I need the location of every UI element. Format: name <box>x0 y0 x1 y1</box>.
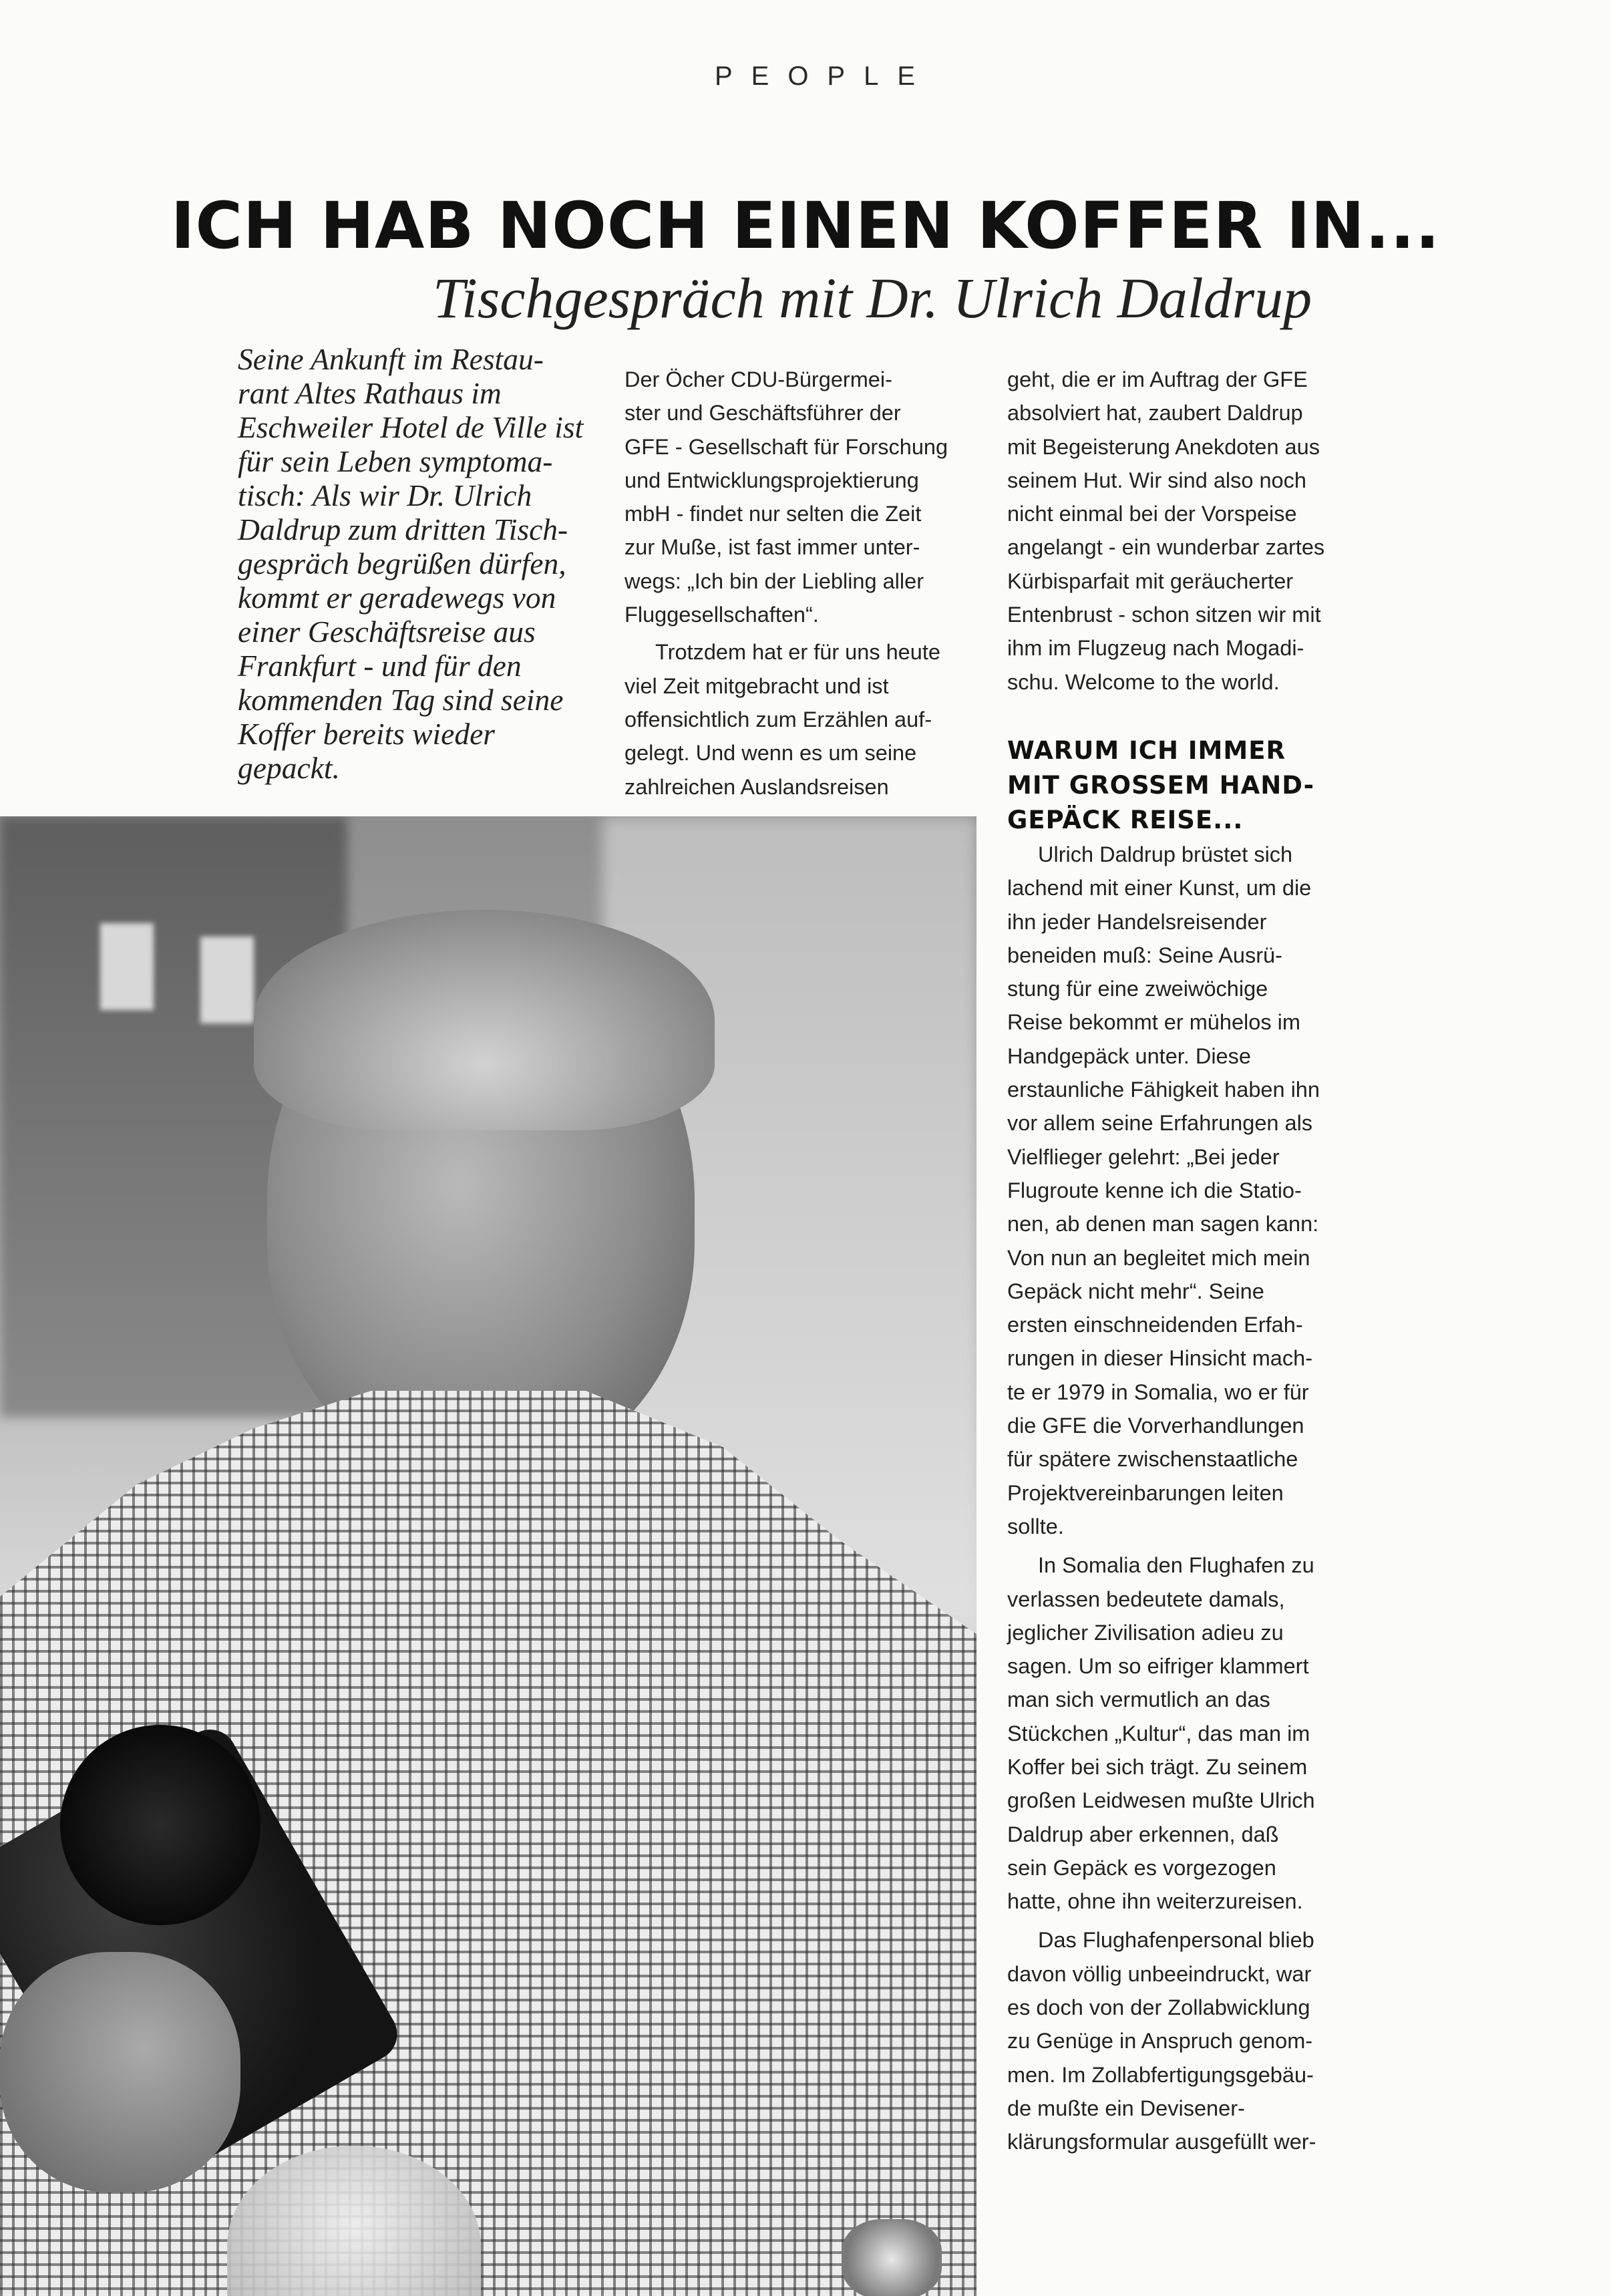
section-heading: WARUM ICH IMMER MIT GROSSEM HAND- GEPÄCK REISE... <box>1007 735 1314 834</box>
photo-background-window <box>100 923 154 1010</box>
section-label: PEOPLE <box>714 61 934 91</box>
photo-hair <box>254 910 715 1130</box>
col2-paragraph-2: Trotzdem hat er für uns heute viel Zeit mitgebracht und ist offensichtlich zum Erzählen auf- gelegt. Und wenn es um seine zahlreichen Auslandsreisen <box>624 640 940 799</box>
col3-paragraph-2: Ulrich Daldrup brüstet sich lachend mit einer Kunst, um die ihn jeder Handelsreisender beneiden muß: Seine Ausrü- stung für eine zweiwöchige Reise bekommt er mühelos im Handgepäck unter. Diese erstaunliche Fähigkeit haben ihn vor allem seine Erfahrungen als Vielflieger gelehrt: „Bei jeder Flugroute kenne ich die Statio- nen, ab denen man sagen kann: Von nun an begleitet mich mein Gepäck nicht mehr“. Seine ersten einschneidenden Erfah- rungen in dieser Hinsicht mach- te er 1979 in Somalia, wo er für die GFE die Vorverhandlungen für spätere zwischenstaatliche Projektvereinbarungen leiten sollte. <box>1007 842 1320 1538</box>
portrait-photo <box>0 816 976 2296</box>
article-headline: ICH HAB NOCH EINEN KOFFER IN... <box>170 188 1441 263</box>
article-subtitle: Tischgespräch mit Dr. Ulrich Daldrup <box>432 266 1312 330</box>
col3-paragraph-4: Das Flughafenpersonal blieb davon völlig unbeeindruckt, war es doch von der Zollabwicklung zu Genüge in Anspruch genom- men. Im Zollabfertigungsgebäu- de mußte ein Devisener- klärungsformular ausgefüllt wer- <box>1007 1928 1316 2154</box>
intro-paragraph <box>238 342 585 785</box>
photo-hand <box>0 1952 240 2192</box>
body-column-2 <box>624 363 972 804</box>
col3-paragraph-1: geht, die er im Auftrag der GFE absolviert hat, zaubert Daldrup mit Begeisterung Anekdoten aus seinem Hut. Wir sind also noch nicht einmal bei der Vorspeise angelangt - ein wunderbar zartes Kürbisparfait mit geräucherter Entenbrust - schon sitzen wir mit ihm im Flugzeug nach Mogadi- schu. Welcome to the world. <box>1007 367 1325 694</box>
photo-wristwatch <box>842 2219 942 2296</box>
photo-background-window <box>200 937 254 1023</box>
col2-paragraph-1: Der Öcher CDU-Bürgermei- ster und Geschäftsführer der GFE - Gesellschaft für Forschung und Entwicklungsprojektierung mbH - findet nur selten die Zeit zur Muße, ist fast immer unter- wegs: „Ich bin der Liebling aller Fluggesellschaften“. <box>624 367 948 627</box>
body-column-3 <box>1007 363 1356 2159</box>
intro-text: Seine Ankunft im Restau- rant Altes Rathaus im Eschweiler Hotel de Ville ist für sein Leben symptoma- tisch: Als wir Dr. Ulrich Daldrup zum dritten Tisch- gespräch begrüßen dürfen, kommt er geradewegs von einer Geschäftsreise aus Frankfurt - und für den kommenden Tag sind seine Koffer bereits wieder gepackt. <box>238 342 584 785</box>
photo-camera-lens <box>60 1725 260 1925</box>
col3-paragraph-3: In Somalia den Flughafen zu verlassen bedeutete damals, jeglicher Zivilisation adieu zu sagen. Um so eifriger klammert man sich vermutlich an das Stückchen „Kultur“, das man im Koffer bei sich trägt. Zu seinem großen Leidwesen mußte Ulrich Daldrup aber erkennen, daß sein Gepäck es vorgezogen hatte, ohne ihn weiterzureisen. <box>1007 1553 1315 1914</box>
